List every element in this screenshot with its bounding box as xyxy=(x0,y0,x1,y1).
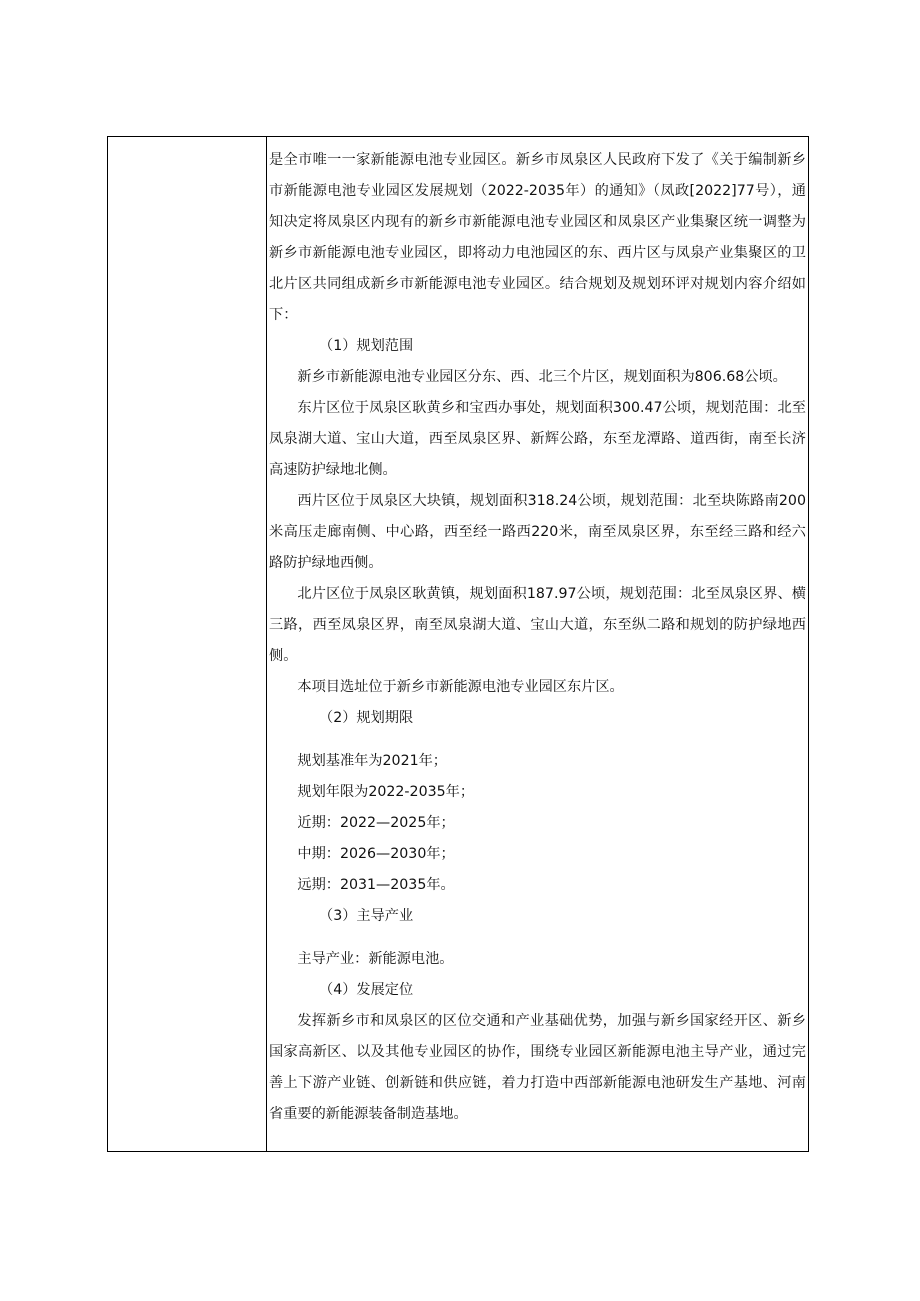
paragraph: 是全市唯一一家新能源电池专业园区。新乡市凤泉区人民政府下发了《关于编制新乡市新能源电池专业园区发展规划（2022-2035年）的通知》（凤政[2022]77号），通知决定将凤泉区内现有的新乡市新能源电池专业园区和凤泉区产业集聚区统一调整为新乡市新能源电池专业园区，即将动力电池园区的东、西片区与凤泉产业集聚区的卫北片区共同组成新乡市新能源电池专业园区。结合规划及规划环评对规划内容介绍如下： xyxy=(269,152,806,323)
paragraph: 近期：2022—2025年； xyxy=(297,815,455,831)
section-heading: （4）发展定位 xyxy=(319,982,414,998)
form-table xyxy=(107,136,809,1152)
paragraph: 东片区位于凤泉区耿黄乡和宝西办事处，规划面积300.47公顷，规划范围：北至凤泉湖大道、宝山大道，西至凤泉区界、新辉公路，东至龙潭路、道西街，南至长济高速防护绿地北侧。 xyxy=(269,400,806,478)
section-heading: （3）主导产业 xyxy=(319,908,414,924)
paragraph: 本项目选址位于新乡市新能源电池专业园区东片区。 xyxy=(297,679,624,695)
paragraph: 新乡市新能源电池专业园区分东、西、北三个片区，规划面积为806.68公顷。 xyxy=(297,369,787,385)
table-content-cell xyxy=(268,137,808,1151)
paragraph: 主导产业：新能源电池。 xyxy=(297,951,454,967)
paragraph: 规划年限为2022-2035年； xyxy=(297,784,475,800)
paragraph: 规划基准年为2021年； xyxy=(297,753,447,769)
paragraph: 中期：2026—2030年； xyxy=(297,846,455,862)
paragraph: 北片区位于凤泉区耿黄镇，规划面积187.97公顷，规划范围：北至凤泉区界、横三路，西至凤泉区界，南至凤泉湖大道、宝山大道，东至纵二路和规划的防护绿地西侧。 xyxy=(269,586,806,664)
section-heading: （2）规划期限 xyxy=(319,710,414,726)
paragraph: 远期：2031—2035年。 xyxy=(297,877,455,893)
section-heading: （1）规划范围 xyxy=(319,338,414,354)
paragraph: 发挥新乡市和凤泉区的区位交通和产业基础优势，加强与新乡国家经开区、新乡国家高新区、以及其他专业园区的协作，围绕专业园区新能源电池主导产业，通过完善上下游产业链、创新链和供应链，着力打造中西部新能源电池研发生产基地、河南省重要的新能源装备制造基地。 xyxy=(269,1013,806,1122)
paragraph: 西片区位于凤泉区大块镇，规划面积318.24公顷，规划范围：北至块陈路南200米高压走廊南侧、中心路，西至经一路西220米，南至凤泉区界，东至经三路和经六路防护绿地西侧。 xyxy=(269,493,806,571)
paragraph-spacer xyxy=(269,734,806,746)
paragraph-spacer xyxy=(269,932,806,944)
table-label-cell xyxy=(108,137,267,1151)
